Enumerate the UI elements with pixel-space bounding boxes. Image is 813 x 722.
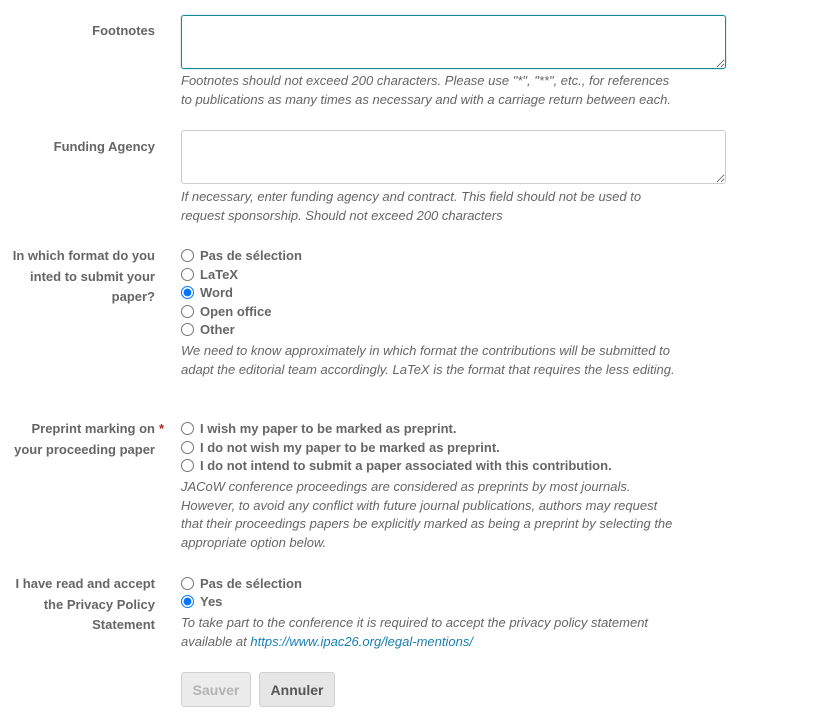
- format-option[interactable]: [180, 302, 272, 320]
- privacy-radio[interactable]: [181, 595, 194, 608]
- format-radio[interactable]: [181, 323, 194, 336]
- privacy-option-label: Pas de sélection: [200, 575, 302, 591]
- funding-agency-field[interactable]: [181, 130, 726, 184]
- format-radio[interactable]: [181, 268, 194, 281]
- preprint-option[interactable]: [180, 438, 500, 456]
- preprint-option-label: I wish my paper to be marked as preprint.: [200, 420, 457, 436]
- preprint-option-label: I do not intend to submit a paper associated with this contribution.: [200, 457, 612, 473]
- privacy-help: [181, 614, 676, 651]
- preprint-option[interactable]: [180, 419, 456, 437]
- format-option-label: Word: [200, 284, 233, 300]
- footnotes-field[interactable]: [181, 15, 726, 69]
- privacy-radio[interactable]: [181, 577, 194, 590]
- format-radio[interactable]: [181, 249, 194, 262]
- format-option-label: Open office: [200, 303, 272, 319]
- format-option[interactable]: [180, 283, 233, 301]
- privacy-label: I have read and accept the Privacy Policy Statement: [15, 576, 155, 632]
- footnotes-label: Footnotes: [92, 23, 155, 38]
- preprint-radio[interactable]: [181, 459, 194, 472]
- format-option[interactable]: [180, 265, 238, 283]
- format-radio[interactable]: [181, 286, 194, 299]
- cancel-button[interactable]: Annuler: [259, 672, 335, 707]
- privacy-option[interactable]: [180, 574, 302, 592]
- format-label: In which format do you inted to submit your paper?: [12, 248, 155, 304]
- privacy-policy-link[interactable]: https://www.ipac26.org/legal-mentions/: [250, 633, 473, 649]
- format-option-label: Other: [200, 321, 235, 337]
- funding-agency-help: If necessary, enter funding agency and contract. This field should not be used to request sponsorship. Should not exceed 200 characters: [181, 189, 642, 223]
- format-option-label: Pas de sélection: [200, 247, 302, 263]
- preprint-label: Preprint marking on your proceeding paper: [14, 421, 155, 457]
- format-option[interactable]: [180, 320, 235, 338]
- preprint-radio[interactable]: [181, 441, 194, 454]
- format-option-label: LaTeX: [200, 266, 239, 282]
- privacy-option[interactable]: [180, 592, 222, 610]
- preprint-option[interactable]: [180, 456, 612, 474]
- footnotes-help: Footnotes should not exceed 200 characters. Please use "*", "**", etc., for references to publications as many times as necessary and with a carriage return between each.: [181, 73, 671, 107]
- preprint-option-label: I do not wish my paper to be marked as preprint.: [200, 439, 500, 455]
- preprint-radio[interactable]: [181, 422, 194, 435]
- privacy-option-label: Yes: [200, 593, 223, 609]
- format-help: We need to know approximately in which format the contributions will be submitted to adapt the editorial team accordingly. LaTeX is the format that requires the less editing.: [181, 343, 675, 377]
- funding-agency-label: Funding Agency: [53, 139, 155, 154]
- preprint-help: JACoW conference proceedings are considered as preprints by most journals. However, to avoid any conflict with future journal publications, authors may request that their proceedings papers be explicitly marked as being a preprint by selecting the appropriate option below.: [181, 479, 673, 550]
- format-radio[interactable]: [181, 305, 194, 318]
- save-button[interactable]: Sauver: [181, 672, 251, 707]
- format-option[interactable]: [180, 246, 302, 264]
- privacy-help-text: To take part to the conference it is required to accept the privacy policy statement available at: [181, 615, 649, 649]
- required-marker: *: [159, 421, 165, 436]
